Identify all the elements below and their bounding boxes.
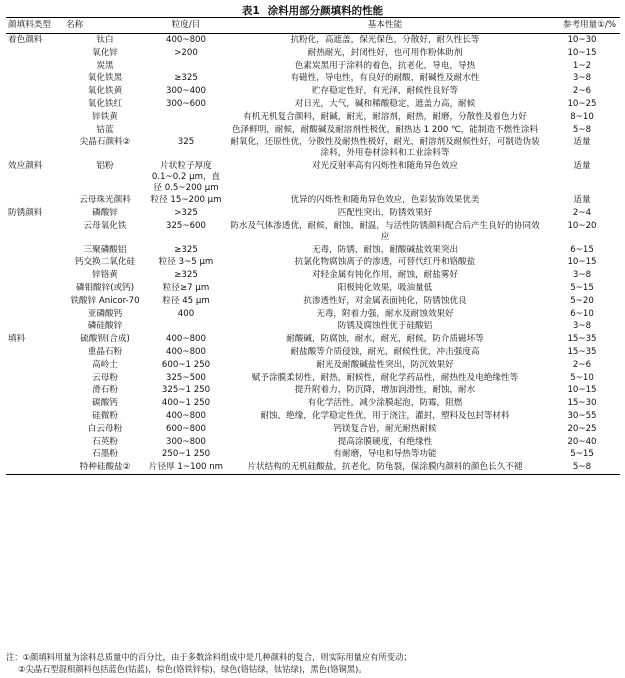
category-cell [6, 346, 64, 359]
category-cell [6, 136, 64, 160]
size-cell: 325~500 [165, 372, 206, 383]
category-cell [6, 220, 64, 244]
table-row [6, 124, 620, 137]
name-cell: 钴蓝 [96, 124, 114, 135]
size-cell: 400~800 [165, 346, 206, 357]
size-cell: 325 [177, 137, 195, 148]
category-cell: 填料 [8, 334, 26, 345]
property-cell: 抗氯化物腐蚀离子的渗透，可替代红丹和铬酸盐 [294, 257, 476, 268]
category-cell [6, 269, 64, 282]
category-cell [6, 308, 64, 321]
amount-cell: 适量 [573, 160, 591, 171]
property-cell: 抗渗透性好，对金属表面钝化，防锈蚀优良 [303, 295, 467, 306]
property-cell: 匹配性突出，防锈效果好 [337, 208, 433, 219]
size-cell: ≥325 [174, 244, 198, 255]
size-cell: 粒径 15~200 μm [150, 195, 222, 206]
size-cell: 片状粒子厚度 0.1~0.2 μm，直径 0.5~200 μm [151, 160, 221, 193]
amount-cell: 8~10 [570, 111, 594, 122]
amount-cell: 10~20 [567, 220, 597, 231]
name-cell: 炭黑 [96, 60, 114, 71]
property-cell: 无毒，附着力强，耐水及耐蚀效果好 [316, 308, 454, 319]
name-cell: 铁酸锌 Anicor-70 [70, 295, 140, 306]
amount-cell: 5~20 [570, 295, 594, 306]
amount-cell: 3~8 [572, 73, 592, 84]
table-row [6, 372, 620, 385]
table-row [6, 397, 620, 410]
amount-cell: 6~10 [570, 308, 594, 319]
table-number: 表1 [241, 5, 260, 17]
amount-cell: 5~15 [570, 449, 594, 460]
name-cell: 钙交换二氧化硅 [74, 257, 136, 268]
table-title: 涂料用部分颜填料的性能 [267, 5, 384, 17]
table-row [6, 220, 620, 244]
size-cell [146, 111, 226, 124]
name-cell: 钛白 [96, 35, 114, 45]
property-cell: 无毒，防锈，耐蚀，耐酸碱盐效果突出 [311, 244, 459, 255]
table-row [6, 282, 620, 295]
category-cell [6, 436, 64, 449]
amount-cell: 10~30 [567, 35, 597, 45]
header-size: 粒度/目 [146, 18, 226, 34]
amount-cell: 适量 [573, 137, 591, 148]
name-cell: 氧化铁红 [87, 98, 123, 109]
amount-cell: 10~15 [567, 257, 597, 268]
header-name: 名称 [64, 18, 146, 34]
amount-cell: 6~15 [570, 244, 594, 255]
name-cell: 三聚磷酸铝 [83, 244, 127, 255]
size-cell [146, 124, 226, 137]
amount-cell: 3~8 [572, 270, 592, 281]
name-cell: 亚磷酸钙 [87, 308, 123, 319]
property-cell: 钙镁复合岩，耐光耐热耐候 [333, 423, 437, 434]
name-cell: 滑石粉 [92, 385, 118, 396]
table-row [6, 98, 620, 111]
property-cell: 对光反射率高有闪烁性和随角异色效应 [311, 160, 459, 171]
size-cell: 300~600 [165, 98, 206, 109]
property-cell: 耐光及耐酸碱盐性突出，防沉效果好 [316, 359, 454, 370]
size-cell: 400~1 250 [161, 398, 211, 409]
property-cell: 阳极钝化效果，吸油量低 [337, 282, 433, 293]
name-cell: 尖晶石颜料② [79, 137, 131, 148]
size-cell: 250~1 250 [161, 449, 211, 460]
property-cell: 有磁性，导电性，有良好的耐酸，耐碱性及耐水性 [290, 73, 480, 84]
name-cell: 高岭土 [92, 359, 118, 370]
category-cell [6, 320, 64, 333]
amount-cell: 适量 [573, 195, 591, 206]
table-row [6, 160, 620, 194]
size-cell [146, 60, 226, 73]
name-cell: 氧化锌 [92, 47, 118, 58]
name-cell: 磷酸锌 [92, 208, 118, 219]
table-row [6, 72, 620, 85]
amount-cell: 10~15 [567, 385, 597, 396]
amount-cell: 20~40 [567, 436, 597, 447]
amount-cell: 5~15 [570, 282, 594, 293]
table-row [6, 410, 620, 423]
amount-cell: 1~2 [572, 60, 592, 71]
amount-cell: 5~8 [544, 461, 620, 474]
table-row [6, 256, 620, 269]
name-cell: 石英粉 [92, 436, 118, 447]
size-cell [146, 320, 226, 333]
category-cell [6, 423, 64, 436]
property-cell: 赋予涂膜柔韧性，耐热，耐候性，耐化学药品性，耐热性及电绝缘性等 [251, 372, 519, 383]
name-cell: 特种硅酸盐② [64, 461, 146, 474]
category-cell [6, 359, 64, 372]
amount-cell: 15~35 [567, 346, 597, 357]
table-row [6, 85, 620, 98]
table-row [6, 194, 620, 207]
property-cell: 耐氧化，还原性优，分散性及耐热性极好，耐光，耐溶剂及耐候性好，可制造伪装涂料，外用卷材涂料和工业涂料等 [230, 137, 540, 159]
property-cell: 耐蚀，绝缘，化学稳定性优，用于浇注，灌封，塑料及包封等材料 [260, 410, 510, 421]
pigment-filler-table [6, 17, 620, 475]
property-cell: 有化学活性，减少涂膜起泡，防霉，阻燃 [307, 398, 463, 409]
name-cell: 碳酸钙 [92, 398, 118, 409]
category-cell [6, 397, 64, 410]
property-cell: 提高涂膜硬度，有绝缘性 [337, 436, 433, 447]
property-cell: 对轻金属有钝化作用，耐蚀，耐盐雾好 [311, 270, 459, 281]
table-row [6, 244, 620, 257]
size-cell: ≥325 [174, 73, 198, 84]
size-cell: 400 [177, 308, 195, 319]
amount-cell: 5~10 [570, 372, 594, 383]
table-row [6, 333, 620, 346]
category-cell [6, 448, 64, 461]
name-cell: 云母氧化铁 [83, 220, 127, 231]
category-cell [6, 282, 64, 295]
name-cell: 石墨粉 [92, 449, 118, 460]
size-cell: ≥325 [174, 270, 198, 281]
name-cell: 磷硅酸锌 [87, 321, 123, 332]
amount-cell: 2~6 [572, 86, 592, 97]
category-cell [6, 124, 64, 137]
category-cell [6, 60, 64, 73]
property-cell: 有机无机复合颜料，耐碱，耐光，耐溶剂，耐热，耐磨，分散性及着色力好 [243, 111, 527, 122]
category-cell [6, 410, 64, 423]
table-row [6, 34, 620, 47]
size-cell: >325 [174, 208, 198, 219]
table-row [6, 136, 620, 160]
table-notes [6, 652, 620, 675]
category-cell [6, 194, 64, 207]
name-cell: 锌铬黄 [92, 270, 118, 281]
name-cell: 氧化铁黑 [87, 73, 123, 84]
name-cell: 重晶石粉 [87, 346, 123, 357]
amount-cell: 20~25 [567, 423, 597, 434]
name-cell: 硅微粉 [92, 410, 118, 421]
property-cell: 提升附着力，防沉降，增加润滑性，耐蚀，耐水 [294, 385, 476, 396]
category-cell: 效应颜料 [8, 160, 43, 171]
property-cell: 防锈及腐蚀性优于硅酸铝 [337, 321, 433, 332]
name-cell: 云母珠光颜料 [79, 195, 131, 206]
table-row [6, 47, 620, 60]
note-2: ②尖晶石型混相颜料包括蓝色(钴蓝)，棕色(铬铁锌棕)，绿色(铬钴绿，钛钴绿)，黑色(铬铜黑)。 [18, 663, 367, 674]
size-cell: 325~600 [165, 220, 206, 231]
size-cell: 400~800 [165, 35, 206, 45]
size-cell: 粒径 45 μm [162, 295, 210, 306]
amount-cell: 5~8 [572, 124, 592, 135]
property-cell: 有耐磨，导电和导热等功能 [333, 449, 437, 460]
name-cell: 氧化铁黄 [87, 86, 123, 97]
name-cell: 磷钼酸锌(或钙) [75, 282, 135, 293]
table-row [6, 384, 620, 397]
size-cell: 325~1 250 [161, 385, 211, 396]
size-cell: 300~800 [165, 436, 206, 447]
table-row [6, 461, 620, 474]
property-cell: 耐盐酸等介质侵蚀，耐光，耐候性优，冲击强度高 [290, 346, 480, 357]
property-cell: 片状结构的无机硅酸盐，抗老化，防龟裂，保涂膜内颜料的颜色长久不褪 [226, 461, 544, 474]
category-cell [6, 295, 64, 308]
size-cell: 400~800 [165, 334, 206, 345]
size-cell: 600~800 [165, 423, 206, 434]
property-cell: 贮存稳定性好，有光泽，耐候性良好等 [311, 86, 459, 97]
table-row [6, 346, 620, 359]
table-caption [0, 3, 625, 18]
table-row [6, 60, 620, 73]
category-cell [6, 72, 64, 85]
size-cell: 600~1 250 [161, 359, 211, 370]
category-cell [6, 461, 64, 474]
table-row [6, 423, 620, 436]
amount-cell: 3~8 [572, 321, 592, 332]
header-amount: 参考用量①/% [544, 18, 620, 34]
size-cell: 300~400 [165, 86, 206, 97]
table-row [6, 207, 620, 220]
amount-cell: 30~55 [567, 410, 597, 421]
name-cell: 铝粉 [96, 160, 114, 171]
category-cell [6, 372, 64, 385]
amount-cell: 10~25 [567, 98, 597, 109]
amount-cell: 15~35 [567, 334, 597, 345]
property-cell: 优异的闪烁性和随角异色效应，色彩装饰效果优美 [290, 195, 480, 206]
category-cell [6, 47, 64, 60]
size-cell: 400~800 [165, 410, 206, 421]
header-properties: 基本性能 [226, 18, 544, 34]
size-cell: >200 [174, 47, 198, 58]
property-cell: 色泽鲜明，耐候，耐酸碱及耐溶剂性极优，耐热达 1 200 ℃，能制造不燃性涂料 [231, 124, 539, 135]
property-cell: 耐酸碱，防腐蚀，耐水，耐光，耐候，防介质磁坏等 [286, 334, 484, 345]
category-cell [6, 98, 64, 111]
property-cell: 防水及气体渗透优，耐候，耐蚀，耐温，与活性防锈颜料配合后产生良好的协同效应 [230, 220, 540, 242]
table-header-row [6, 18, 620, 34]
table-row [6, 269, 620, 282]
table-row [6, 359, 620, 372]
property-cell: 对日光，大气，碱和稀酸稳定，遮盖力高，耐候 [294, 98, 476, 109]
table-row [6, 111, 620, 124]
name-cell: 白云母粉 [87, 423, 123, 434]
table-row [6, 436, 620, 449]
category-cell: 着色颜料 [8, 35, 43, 45]
property-cell: 耐热耐光，封闭性好，也可用作粉体助剂 [307, 47, 463, 58]
category-cell [6, 244, 64, 257]
category-cell [6, 384, 64, 397]
size-cell: 粒径≥7 μm [162, 282, 210, 293]
table-row [6, 295, 620, 308]
amount-cell: 15~30 [567, 398, 597, 409]
table-row [6, 320, 620, 333]
amount-cell: 2~6 [572, 359, 592, 370]
name-cell: 锌铁黄 [92, 111, 118, 122]
size-cell: 粒径 3~5 μm [158, 257, 214, 268]
header-type: 颜填料类型 [6, 18, 64, 34]
category-cell [6, 85, 64, 98]
name-cell: 云母粉 [92, 372, 118, 383]
category-cell [6, 111, 64, 124]
amount-cell: 10~15 [567, 47, 597, 58]
note-1: 注：①颜填料用量为涂料总质量中的百分比，由于多数涂料组成中是几种颜料的复合，则实际用量应有所变动； [6, 652, 412, 662]
table-row [6, 448, 620, 461]
name-cell: 硫酸钡(合成) [80, 334, 130, 345]
table-row [6, 308, 620, 321]
size-cell: 片径厚 1~100 nm [146, 461, 226, 474]
category-cell [6, 256, 64, 269]
property-cell: 抗粉化，高遮盖，保光保色，分散好，耐久性长等 [290, 35, 480, 45]
amount-cell: 2~4 [572, 208, 592, 219]
property-cell: 色素炭黑用于涂料的着色，抗老化，导电，导热 [294, 60, 476, 71]
category-cell: 防锈颜料 [8, 208, 43, 219]
